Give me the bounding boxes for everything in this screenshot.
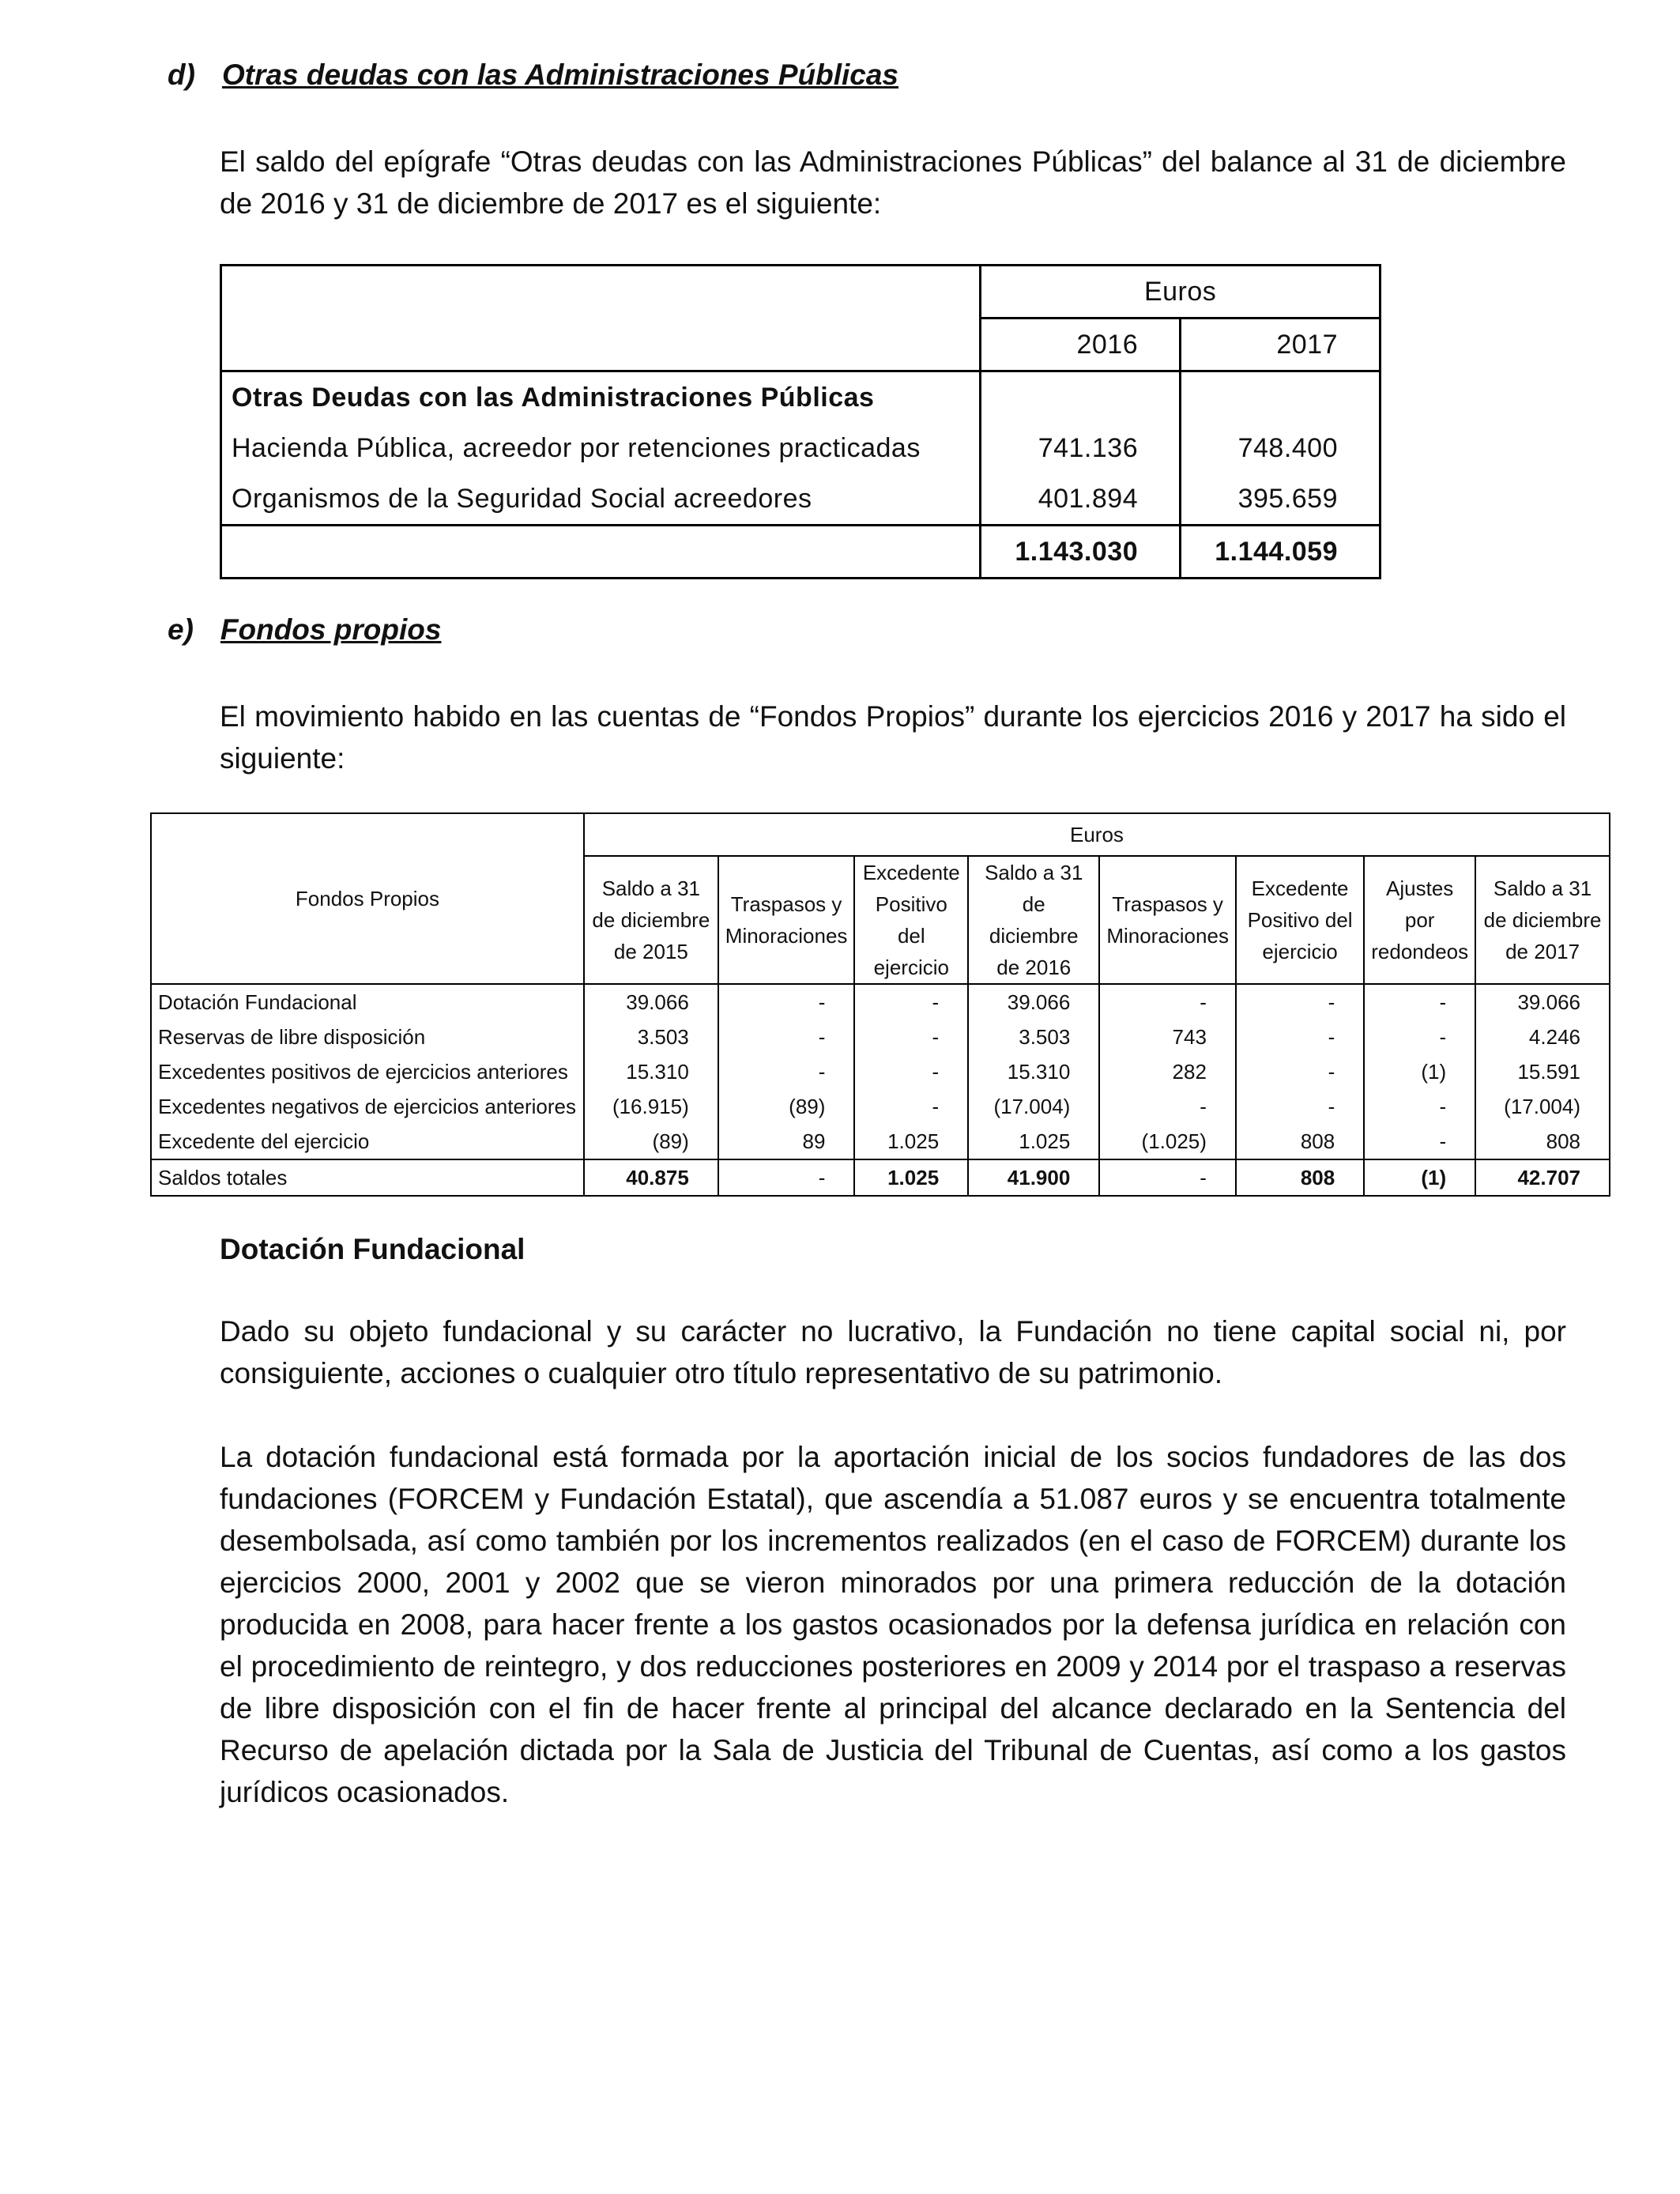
t2-cell: - xyxy=(1099,1089,1236,1124)
t1-row-value-2017: 395.659 xyxy=(1181,473,1381,526)
t2-row-label: Excedentes negativos de ejercicios anteriores xyxy=(151,1089,584,1124)
dotacion-heading: Dotación Fundacional xyxy=(220,1233,525,1265)
t2-cell: 743 xyxy=(1099,1020,1236,1054)
t1-year-2016: 2016 xyxy=(981,319,1181,371)
table-row xyxy=(221,423,1381,473)
t2-row-label: Excedentes positivos de ejercicios anteriores xyxy=(151,1054,584,1089)
t2-cell: 3.503 xyxy=(968,1020,1099,1054)
t2-cell: - xyxy=(1236,1089,1364,1124)
t1-row-value-2016: 401.894 xyxy=(981,473,1181,526)
table-row xyxy=(151,1124,1610,1159)
t2-cell: (89) xyxy=(584,1124,718,1159)
t2-total-cell: (1) xyxy=(1364,1159,1475,1196)
t2-cell: 39.066 xyxy=(584,984,718,1020)
t2-total-label: Saldos totales xyxy=(151,1159,584,1196)
t2-cell: 4.246 xyxy=(1475,1020,1610,1054)
t2-cell: - xyxy=(854,1054,968,1089)
section-e-letter: e) xyxy=(168,613,194,646)
section-e-heading xyxy=(168,613,441,647)
t2-total-cell: 808 xyxy=(1236,1159,1364,1196)
t2-cell: - xyxy=(1364,1020,1475,1054)
t2-col-header: Excedente Positivo del ejercicio xyxy=(854,856,968,984)
t2-cell: 1.025 xyxy=(854,1124,968,1159)
t2-cell: - xyxy=(1236,1054,1364,1089)
t2-total-cell: 40.875 xyxy=(584,1159,718,1196)
t2-total-cell: - xyxy=(718,1159,855,1196)
t1-unit-header: Euros xyxy=(981,266,1381,319)
t2-cell: - xyxy=(718,1054,855,1089)
t2-total-cell: 41.900 xyxy=(968,1159,1099,1196)
t2-cell: - xyxy=(1236,1020,1364,1054)
t2-total-row xyxy=(151,1159,1610,1196)
t2-cell: (17.004) xyxy=(1475,1089,1610,1124)
section-d-heading xyxy=(168,58,898,92)
t1-group-label: Otras Deudas con las Administraciones Públicas xyxy=(221,371,981,424)
t1-total-row xyxy=(221,526,1381,579)
table-row xyxy=(151,984,1610,1020)
t2-col-header: Traspasos y Minoraciones xyxy=(1099,856,1236,984)
t2-cell: - xyxy=(854,1020,968,1054)
table-row xyxy=(221,473,1381,526)
t2-cell: 39.066 xyxy=(1475,984,1610,1020)
administraciones-table xyxy=(220,264,1381,579)
t2-cell: 808 xyxy=(1475,1124,1610,1159)
t2-cell: 39.066 xyxy=(968,984,1099,1020)
t2-cell: - xyxy=(718,1020,855,1054)
t2-cell: 282 xyxy=(1099,1054,1236,1089)
t1-total-2016: 1.143.030 xyxy=(981,526,1181,579)
t2-cell: 89 xyxy=(718,1124,855,1159)
t2-col-header: Ajustes por redondeos xyxy=(1364,856,1475,984)
t1-row-label: Hacienda Pública, acreedor por retenciones practicadas xyxy=(221,423,981,473)
t2-cell: - xyxy=(1364,984,1475,1020)
fondos-propios-table xyxy=(150,812,1610,1197)
t2-cell: - xyxy=(854,1089,968,1124)
t2-cell: 15.310 xyxy=(584,1054,718,1089)
t1-row-value-2016: 741.136 xyxy=(981,423,1181,473)
t1-row-value-2017: 748.400 xyxy=(1181,423,1381,473)
dotacion-paragraph-1: Dado su objeto fundacional y su carácter no lucrativo, la Fundación no tiene capital social ni, por consiguiente, acciones o cualquier otro título representativo de su patrimonio. xyxy=(220,1315,1566,1389)
t1-year-2017: 2017 xyxy=(1181,319,1381,371)
t2-row-label: Reservas de libre disposición xyxy=(151,1020,584,1054)
t2-col-header: Traspasos y Minoraciones xyxy=(718,856,855,984)
t2-cell: (1.025) xyxy=(1099,1124,1236,1159)
t2-col-header: Saldo a 31 de diciembre de 2016 xyxy=(968,856,1099,984)
t2-row-label: Dotación Fundacional xyxy=(151,984,584,1020)
dotacion-paragraph-2: La dotación fundacional está formada por la aportación inicial de los socios fundadores de las dos fundaciones (FORCEM y Fundación Estatal), que ascendía a 51.087 euros y se encuentra totalmente desembolsada, así como también por los incrementos realizados (en el caso de FORCEM) durante los ejercicios 2000, 2001 y 2002 que se vieron minorados por una primera reducción de la dotación producida en 2008, para hacer frente a los gastos ocasionados por la defensa jurídica en relación con el procedimiento de reintegro, y dos reducciones posteriores en 2009 y 2014 por el traspaso a reservas de libre disposición con el fin de hacer frente al principal del alcance declarado en la Sentencia del Recurso de apelación dictada por la Sala de Justicia del Tribunal de Cuentas, así como a los gastos jurídicos ocasionados. xyxy=(220,1441,1566,1808)
section-e-title: Fondos propios xyxy=(220,613,442,646)
t2-cell: 15.310 xyxy=(968,1054,1099,1089)
t2-col-header: Excedente Positivo del ejercicio xyxy=(1236,856,1364,984)
section-e-paragraph: El movimiento habido en las cuentas de “Fondos Propios” durante los ejercicios 2016 y 2017 ha sido el siguiente: xyxy=(220,700,1566,775)
t2-cell: (17.004) xyxy=(968,1089,1099,1124)
t2-cell: - xyxy=(1236,984,1364,1020)
t2-cell: - xyxy=(854,984,968,1020)
table-row xyxy=(151,1089,1610,1124)
t2-cell: (1) xyxy=(1364,1054,1475,1089)
t2-cell: - xyxy=(1364,1124,1475,1159)
t2-cell: - xyxy=(1099,984,1236,1020)
section-d-letter: d) xyxy=(168,58,195,91)
t2-total-cell: - xyxy=(1099,1159,1236,1196)
t1-row-label: Organismos de la Seguridad Social acreedores xyxy=(221,473,981,526)
section-d-paragraph: El saldo del epígrafe “Otras deudas con las Administraciones Públicas” del balance al 31 de diciembre de 2016 y 31 de diciembre de 2017 es el siguiente: xyxy=(220,145,1566,220)
t2-cell: - xyxy=(1364,1089,1475,1124)
t2-cell: 1.025 xyxy=(968,1124,1099,1159)
t2-total-cell: 42.707 xyxy=(1475,1159,1610,1196)
t2-cell: (89) xyxy=(718,1089,855,1124)
t2-unit-header: Euros xyxy=(584,813,1610,856)
table-row xyxy=(151,1054,1610,1089)
t2-col-header: Saldo a 31 de diciembre de 2015 xyxy=(584,856,718,984)
t2-cell: 3.503 xyxy=(584,1020,718,1054)
section-d-title: Otras deudas con las Administraciones Públicas xyxy=(221,58,899,91)
t2-cell: 808 xyxy=(1236,1124,1364,1159)
t2-total-cell: 1.025 xyxy=(854,1159,968,1196)
t2-row-header: Fondos Propios xyxy=(151,813,584,984)
t2-row-label: Excedente del ejercicio xyxy=(151,1124,584,1159)
t2-col-header: Saldo a 31 de diciembre de 2017 xyxy=(1475,856,1610,984)
t1-total-2017: 1.144.059 xyxy=(1181,526,1381,579)
t2-cell: - xyxy=(718,984,855,1020)
table-row xyxy=(151,1020,1610,1054)
t2-cell: (16.915) xyxy=(584,1089,718,1124)
t2-cell: 15.591 xyxy=(1475,1054,1610,1089)
